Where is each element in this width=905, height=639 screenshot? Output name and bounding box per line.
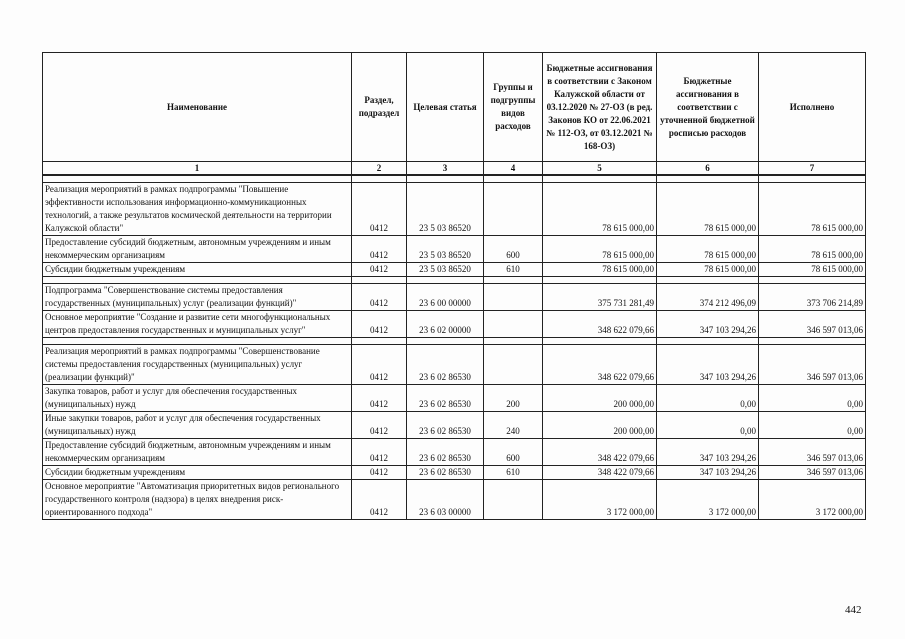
row-target: 23 5 03 86520 [407,236,484,263]
row-refined-allocation: 0,00 [657,385,759,412]
row-executed: 78 615 000,00 [759,183,866,236]
row-refined-allocation: 347 103 294,26 [657,439,759,466]
row-section: 0412 [352,263,407,277]
row-refined-allocation: 347 103 294,26 [657,466,759,480]
row-refined-allocation: 78 615 000,00 [657,263,759,277]
column-number: 1 [43,162,352,176]
row-group [484,311,543,338]
table-row [43,183,866,236]
row-section: 0412 [352,385,407,412]
row-law-allocation: 200 000,00 [543,385,657,412]
row-name: Реализация мероприятий в рамках подпрограммы "Повышение эффективности использования информационно-коммуникационных технологий, а также результатов космической деятельности на территории Калужской области" [43,183,352,236]
row-law-allocation: 78 615 000,00 [543,236,657,263]
header-law-allocation: Бюджетные ассигнования в соответствии с Законом Калужской области от 03.12.2020 № 27-ОЗ (в ред. Законов КО от 22.06.2021 № 112-ОЗ, от 03.12.2021 № 168-ОЗ) [543,53,657,162]
row-executed: 0,00 [759,412,866,439]
row-group: 610 [484,466,543,480]
row-executed: 3 172 000,00 [759,480,866,520]
row-target: 23 6 02 86530 [407,385,484,412]
column-number: 3 [407,162,484,176]
row-name: Субсидии бюджетным учреждениям [43,263,352,277]
row-target: 23 6 02 86530 [407,466,484,480]
column-number: 6 [657,162,759,176]
row-law-allocation: 348 622 079,66 [543,345,657,385]
row-name: Предоставление субсидий бюджетным, автономным учреждениям и иным некоммерческим организациям [43,236,352,263]
table-row [43,263,866,277]
row-section: 0412 [352,439,407,466]
header-executed: Исполнено [759,53,866,162]
row-name: Подпрограмма "Совершенствование системы предоставления государственных (муниципальных) услуг (реализации функций)" [43,284,352,311]
row-executed: 346 597 013,06 [759,466,866,480]
table-row [43,439,866,466]
table-header [43,53,866,176]
row-law-allocation: 348 422 079,66 [543,439,657,466]
column-numbers-row [43,162,866,176]
table-row [43,345,866,385]
row-target: 23 6 02 86530 [407,412,484,439]
row-law-allocation: 78 615 000,00 [543,263,657,277]
row-group [484,480,543,520]
row-refined-allocation: 374 212 496,09 [657,284,759,311]
column-number: 2 [352,162,407,176]
row-target: 23 6 02 86530 [407,439,484,466]
row-refined-allocation: 78 615 000,00 [657,183,759,236]
page-number: 442 [845,604,862,616]
column-number: 7 [759,162,866,176]
table-body [43,175,866,520]
row-name: Субсидии бюджетным учреждениям [43,466,352,480]
header-name: Наименование [43,53,352,162]
row-target: 23 6 03 00000 [407,480,484,520]
row-refined-allocation: 347 103 294,26 [657,345,759,385]
table-row [43,385,866,412]
column-number: 4 [484,162,543,176]
row-executed: 78 615 000,00 [759,236,866,263]
row-refined-allocation: 3 172 000,00 [657,480,759,520]
row-section: 0412 [352,311,407,338]
row-name: Основное мероприятие "Автоматизация приоритетных видов регионального государственного контроля (надзора) в целях внедрения риск-ориентированного подхода" [43,480,352,520]
budget-table [42,52,866,520]
row-group [484,183,543,236]
row-law-allocation: 375 731 281,49 [543,284,657,311]
row-law-allocation: 3 172 000,00 [543,480,657,520]
row-group: 610 [484,263,543,277]
row-section: 0412 [352,480,407,520]
row-law-allocation: 348 422 079,66 [543,466,657,480]
table-row [43,311,866,338]
row-section: 0412 [352,284,407,311]
table-row [43,466,866,480]
table-row [43,284,866,311]
table-row [43,412,866,439]
row-name: Предоставление субсидий бюджетным, автономным учреждениям и иным некоммерческим организациям [43,439,352,466]
row-name: Иные закупки товаров, работ и услуг для обеспечения государственных (муниципальных) нужд [43,412,352,439]
row-target: 23 6 00 00000 [407,284,484,311]
row-target: 23 5 03 86520 [407,183,484,236]
header-refined-allocation: Бюджетные ассигнования в соответствии с уточненной бюджетной росписью расходов [657,53,759,162]
row-target: 23 5 03 86520 [407,263,484,277]
row-executed: 346 597 013,06 [759,439,866,466]
table-row [43,236,866,263]
row-executed: 0,00 [759,385,866,412]
row-executed: 373 706 214,89 [759,284,866,311]
row-executed: 346 597 013,06 [759,345,866,385]
row-group [484,284,543,311]
row-group: 600 [484,439,543,466]
row-executed: 78 615 000,00 [759,263,866,277]
column-number: 5 [543,162,657,176]
header-section: Раздел, подраздел [352,53,407,162]
row-name: Закупка товаров, работ и услуг для обеспечения государственных (муниципальных) нужд [43,385,352,412]
row-section: 0412 [352,345,407,385]
table-row [43,480,866,520]
row-group [484,345,543,385]
row-target: 23 6 02 86530 [407,345,484,385]
row-name: Реализация мероприятий в рамках подпрограммы "Совершенствование системы предоставления государственных (муниципальных) услуг (реализации функций)" [43,345,352,385]
row-section: 0412 [352,412,407,439]
row-section: 0412 [352,183,407,236]
row-group: 240 [484,412,543,439]
row-refined-allocation: 78 615 000,00 [657,236,759,263]
row-section: 0412 [352,236,407,263]
row-law-allocation: 78 615 000,00 [543,183,657,236]
row-law-allocation: 200 000,00 [543,412,657,439]
row-group: 200 [484,385,543,412]
row-name: Основное мероприятие "Создание и развитие сети многофункциональных центров предоставления государственных и муниципальных услуг" [43,311,352,338]
row-group: 600 [484,236,543,263]
row-refined-allocation: 0,00 [657,412,759,439]
row-law-allocation: 348 622 079,66 [543,311,657,338]
row-refined-allocation: 347 103 294,26 [657,311,759,338]
row-section: 0412 [352,466,407,480]
header-group: Группы и подгруппы видов расходов [484,53,543,162]
row-target: 23 6 02 00000 [407,311,484,338]
header-target: Целевая статья [407,53,484,162]
row-executed: 346 597 013,06 [759,311,866,338]
